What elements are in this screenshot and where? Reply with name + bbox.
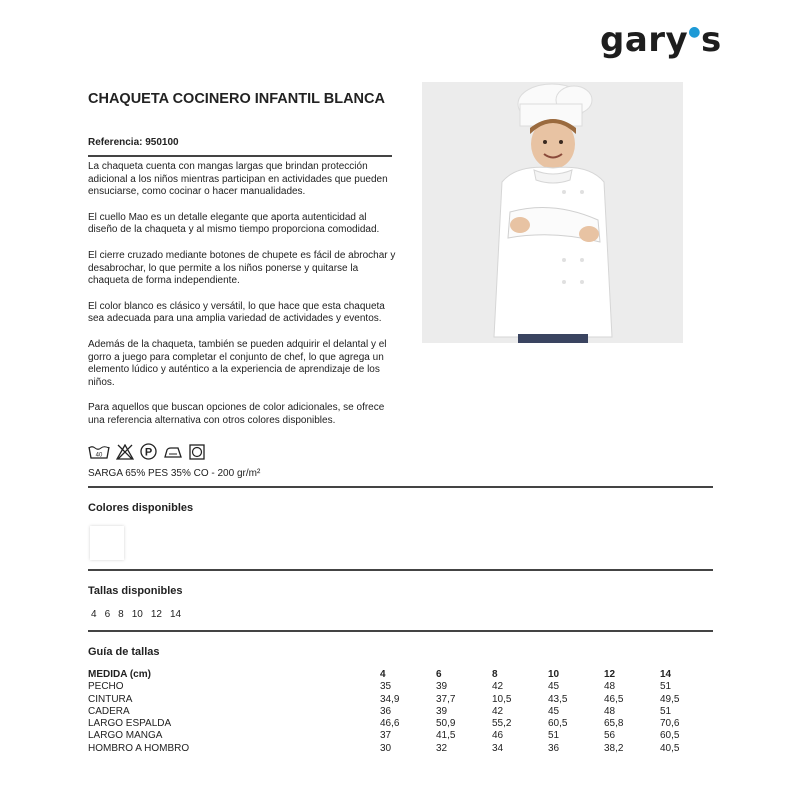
description-paragraph: Para aquellos que buscan opciones de color adicionales, se ofrece una referencia alternativa con otros colores disponibles. <box>88 402 385 426</box>
table-cell: 56 <box>604 730 616 742</box>
product-description <box>88 161 398 441</box>
reference-divider <box>88 155 392 157</box>
table-cell: 50,9 <box>436 718 456 730</box>
table-header-cell: 6 <box>436 669 442 680</box>
logo-dot-icon: ● <box>688 24 701 40</box>
table-cell: 39 <box>436 681 448 693</box>
description-paragraph: El color blanco es clásico y versátil, lo que hace que esta chaqueta sea adecuada para una amplia variedad de actividades y eventos. <box>88 300 385 325</box>
table-cell: 51 <box>548 730 560 742</box>
table-cell: 37 <box>380 730 392 742</box>
sizes-title: Tallas disponibles <box>88 585 183 597</box>
description-paragraph: El cuello Mao es un detalle elegante que aporta autenticidad al diseño de la chaqueta y al mismo tiempo proporciona comodidad. <box>88 211 380 236</box>
table-cell: 39 <box>436 705 448 717</box>
dryclean-letter: P <box>144 446 153 459</box>
section-divider <box>88 630 713 632</box>
table-cell: 51 <box>660 681 672 693</box>
table-cell: LARGO ESPALDA <box>88 718 172 730</box>
size-option[interactable]: 8 <box>118 609 124 620</box>
fabric-composition: SARGA 65% PES 35% CO - 200 gr/m² <box>88 468 261 479</box>
size-guide-table <box>88 669 716 755</box>
table-cell: 60,5 <box>660 730 680 742</box>
color-swatch-white[interactable] <box>90 526 124 560</box>
table-cell: 34 <box>492 742 504 754</box>
table-header-cell: 14 <box>660 669 672 680</box>
table-cell: 48 <box>604 705 616 717</box>
table-row <box>88 730 716 742</box>
brand-logo-text: gary <box>600 20 689 60</box>
table-cell: HOMBRO A HOMBRO <box>88 742 190 754</box>
table-header-cell: 4 <box>380 669 386 680</box>
table-cell: 30 <box>380 742 392 754</box>
care-icons <box>88 443 205 465</box>
table-cell: 46,6 <box>380 718 400 730</box>
table-row <box>88 706 716 718</box>
table-cell: 45 <box>548 681 560 693</box>
table-cell: 60,5 <box>548 718 568 730</box>
table-cell: 51 <box>660 705 672 717</box>
size-option[interactable]: 6 <box>104 609 111 620</box>
size-option[interactable]: 12 <box>150 609 162 620</box>
table-header-row <box>88 669 716 681</box>
colors-title: Colores disponibles <box>88 502 194 514</box>
section-divider <box>88 486 713 488</box>
table-cell: 42 <box>492 705 504 717</box>
description-paragraph: El cierre cruzado mediante botones de chupete es fácil de abrochar y desabrochar, lo que permite a los niños ponerse y quitarse la chaqueta de forma independiente. <box>88 249 396 287</box>
brand-logo <box>600 20 722 60</box>
table-cell: 43,5 <box>548 693 568 705</box>
table-cell: PECHO <box>88 681 124 693</box>
dry-clean-p-icon <box>140 443 157 465</box>
table-cell: 42 <box>492 681 504 693</box>
table-cell: 45 <box>548 705 560 717</box>
table-cell: 70,6 <box>660 718 680 730</box>
table-row <box>88 718 716 730</box>
table-header-cell: 10 <box>548 669 560 680</box>
brand-logo-suffix: s <box>700 20 722 60</box>
no-bleach-icon <box>116 444 134 465</box>
table-cell: 49,5 <box>660 693 680 705</box>
size-list <box>91 609 181 620</box>
iron-icon <box>163 445 183 464</box>
table-cell: 40,5 <box>660 742 680 754</box>
size-option[interactable]: 14 <box>169 609 182 620</box>
table-cell: 46 <box>492 730 504 742</box>
tumble-dry-icon <box>189 444 205 465</box>
size-option[interactable]: 4 <box>91 609 97 620</box>
table-row <box>88 743 716 755</box>
guide-title: Guía de tallas <box>88 646 160 658</box>
table-cell: 34,9 <box>380 693 400 705</box>
table-cell: LARGO MANGA <box>88 730 163 742</box>
description-paragraph: La chaqueta cuenta con mangas largas que brindan protección adicional a los niños mientras participan en actividades que pueden ensuciarse, como cocinar o hacer manualidades. <box>88 161 388 198</box>
table-header-cell: MEDIDA (cm) <box>88 669 151 680</box>
table-cell: 36 <box>548 742 560 754</box>
size-option[interactable]: 10 <box>131 609 143 620</box>
table-cell: 41,5 <box>436 730 456 742</box>
table-cell: 36 <box>380 705 392 717</box>
table-cell: 32 <box>436 742 448 754</box>
table-cell: 46,5 <box>604 693 624 705</box>
wash-40-icon <box>88 444 110 465</box>
table-cell: 38,2 <box>604 742 624 754</box>
table-row <box>88 694 716 706</box>
table-row <box>88 681 716 693</box>
description-paragraph: Además de la chaqueta, también se pueden adquirir el delantal y el gorro a juego para completar el conjunto de chef, lo que agrega un elemento lúdico y auténtico a la experiencia de aprendizaje de los niños. <box>88 338 387 388</box>
table-cell: 10,5 <box>492 693 512 705</box>
table-cell: 65,8 <box>604 718 624 730</box>
table-cell: 37,7 <box>436 693 456 705</box>
table-cell: 35 <box>380 681 392 693</box>
table-cell: CADERA <box>88 705 130 717</box>
product-reference: Referencia: 950100 <box>88 137 179 148</box>
table-cell: 55,2 <box>492 718 512 730</box>
product-title: CHAQUETA COCINERO INFANTIL BLANCA <box>88 91 385 107</box>
table-cell: 48 <box>604 681 616 693</box>
table-header-cell: 12 <box>604 669 616 680</box>
table-header-cell: 8 <box>492 669 498 680</box>
table-cell: CINTURA <box>88 693 133 705</box>
product-photo <box>422 82 683 343</box>
section-divider <box>88 569 713 571</box>
wash-temp-label: 40 <box>95 452 103 458</box>
